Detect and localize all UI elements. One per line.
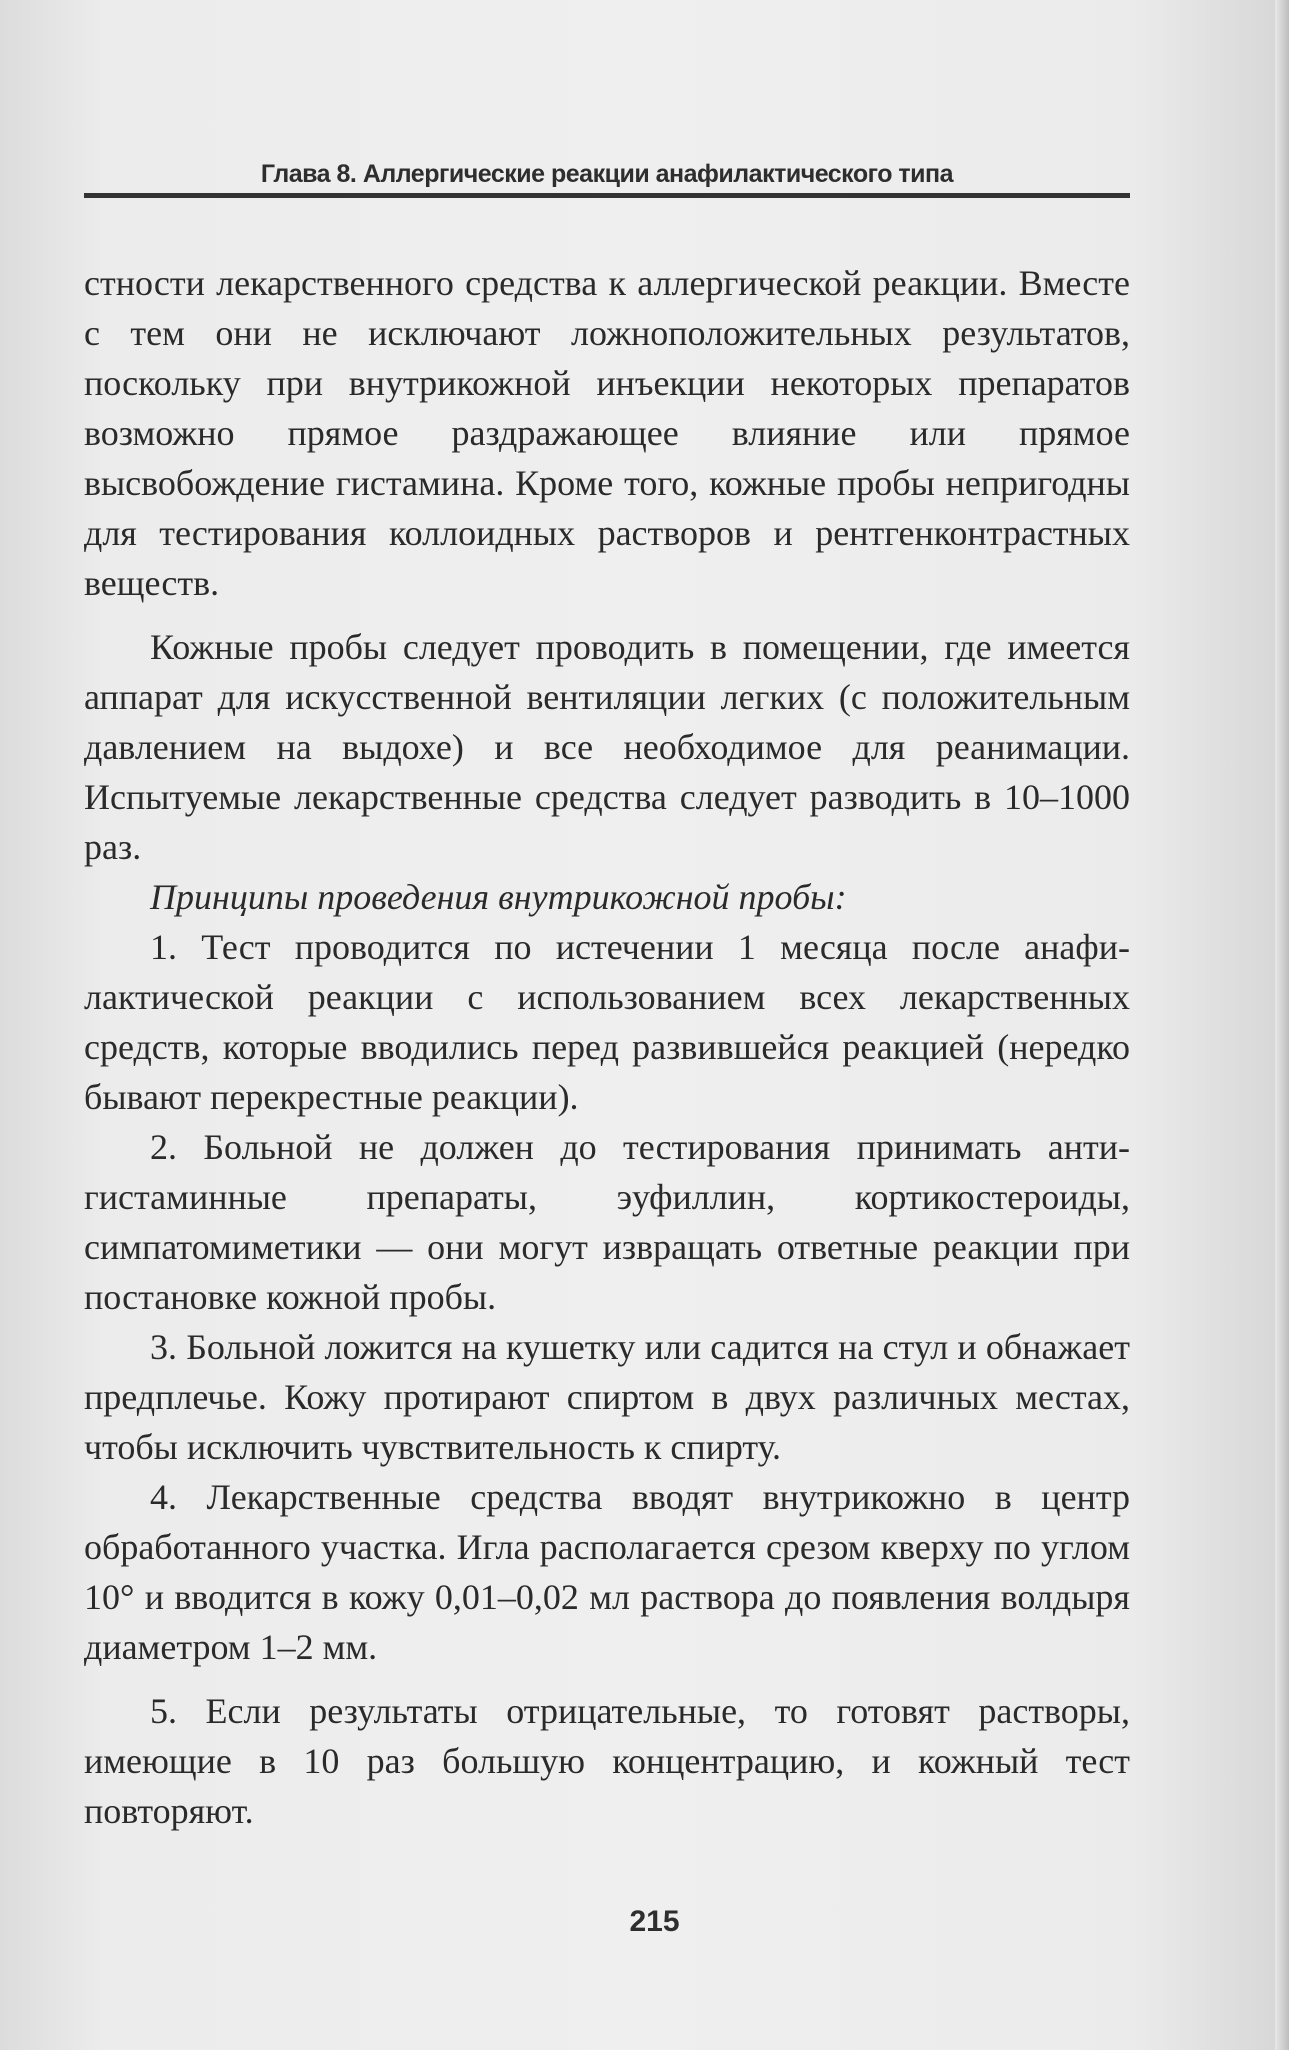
paragraph-continuation: стности лекарственного средства к аллергической реакции. Вместе с тем они не исключают ложноположительных результатов, поскольку при внутрикожной инъекции некоторых препаратов возможно прямое раздражающее влияние или прямое высвобождение гистамина. Кроме того, кожные пробы непригодны для тестирования коллоидных растворов и рентгенконтрастных веществ. (84, 263, 1130, 603)
paragraph-skin-tests: Кожные пробы следует проводить в помещении, где имеется аппарат для искусственной вентиляции легких (с положительным давлением на выдохе) и все необходимое для реанимации. Испытуемые лекарственные средства следует разводить в 10–1000 раз. (84, 627, 1130, 867)
list-item-5: 5. Если результаты отрицательные, то готовят растворы, имеющие в 10 раз большую концентрацию, и кожный тест повторяют. (84, 1691, 1130, 1831)
list-item-1: 1. Тест проводится по истечении 1 месяца после анафилактической реакции с использованием всех лекарственных средств, которые вводились перед развившейся реакцией (нередко бывают перекрестные реакции). (84, 927, 1130, 1117)
list-item-2: 2. Больной не должен до тестирования принимать антигистаминные препараты, эуфиллин, кортикостероиды, симпатомиметики — они могут извращать ответные реакции при постановке кожной пробы. (84, 1127, 1130, 1317)
body-text (84, 258, 1130, 1836)
paragraph-principles-heading: Принципы проведения внутрикожной пробы: (150, 877, 847, 917)
header-rule (84, 193, 1130, 198)
running-header: Глава 8. Аллергические реакции анафилактического типа (260, 160, 954, 188)
page-edge-shadow (1275, 0, 1289, 2050)
page-number: 215 (629, 1905, 680, 1938)
list-item-4: 4. Лекарственные средства вводят внутрикожно в центр обработанного участка. Игла располагается срезом кверху по углом 10° и вводится в кожу 0,01–0,02 мл раствора до появления волдыря диаметром 1–2 мм. (84, 1477, 1130, 1667)
list-item-3: 3. Больной ложится на кушетку или садится на стул и обнажает предплечье. Кожу протирают спиртом в двух различных местах, чтобы исключить чувствительность к спирту. (84, 1327, 1130, 1467)
